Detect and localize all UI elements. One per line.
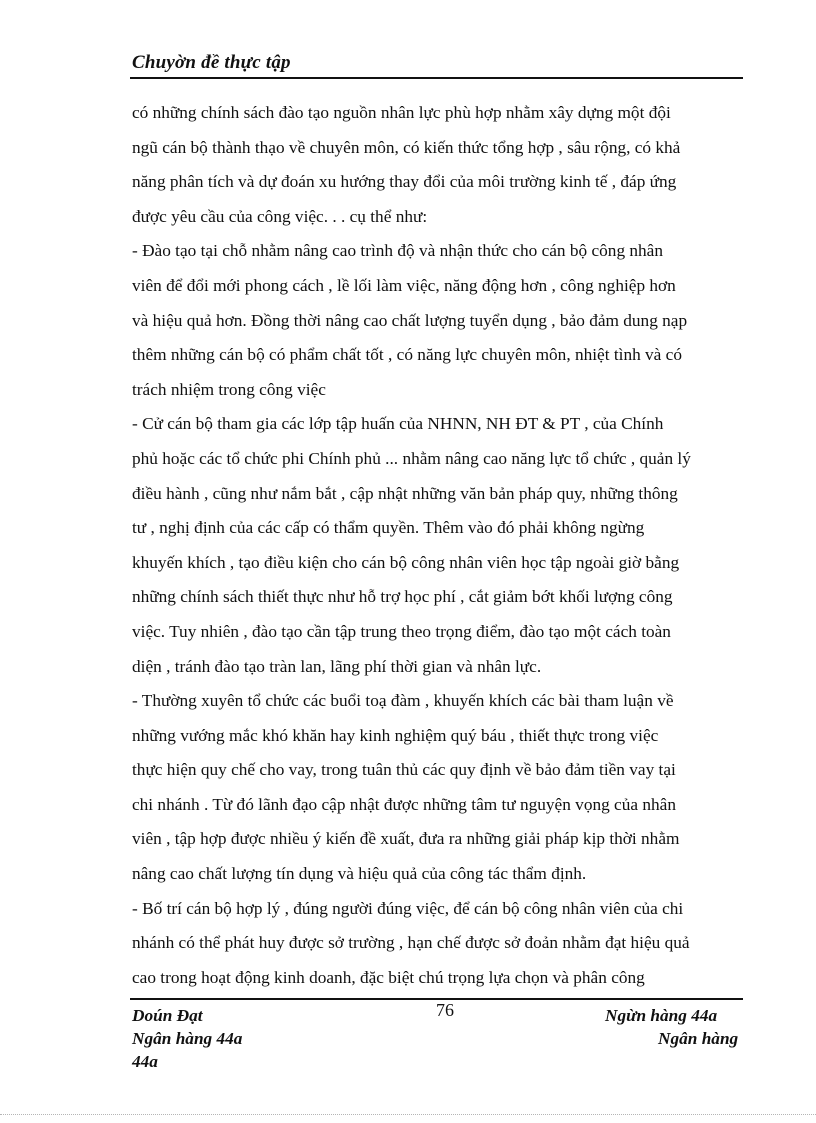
text-line: và hiệu quả hơn. Đồng thời nâng cao chất lượng tuyển dụng , bảo đảm dung nạp bbox=[132, 310, 688, 330]
text-line: tư , nghị định của các cấp có thẩm quyền. Thêm vào đó phải không ngừng bbox=[132, 518, 645, 538]
text-line: viên để đổi mới phong cách , lề lối làm việc, năng động hơn , công nghiệp hơn bbox=[132, 275, 676, 295]
footer-right-second: Ngân hàng bbox=[658, 1029, 739, 1048]
text-line: nhánh có thể phát huy được sở trường , hạn chế được sở đoản nhằm đạt hiệu quả bbox=[132, 933, 690, 953]
text-line: - Cử cán bộ tham gia các lớp tập huấn của NHNN, NH ĐT & PT , của Chính bbox=[132, 414, 664, 434]
text-line: ngũ cán bộ thành thạo về chuyên môn, có kiến thức tổng hợp , sâu rộng, có khả bbox=[132, 137, 681, 157]
text-line: - Bố trí cán bộ hợp lý , đúng người đúng việc, để cán bộ công nhân viên của chi bbox=[132, 898, 684, 918]
paragraph bbox=[132, 407, 740, 684]
text-line: điều hành , cũng như nắm bắt , cập nhật những văn bản pháp quy, những thông bbox=[132, 483, 678, 503]
footer-left-second: Ngân hàng 44a bbox=[132, 1029, 243, 1048]
paragraph bbox=[132, 96, 740, 234]
text-line: trách nhiệm trong công việc bbox=[132, 379, 326, 399]
text-line: viên , tập hợp được nhiều ý kiến đề xuất, đưa ra những giải pháp kịp thời nhằm bbox=[132, 829, 680, 849]
header-divider bbox=[130, 77, 743, 79]
text-line: phủ hoặc các tổ chức phi Chính phủ ... nhằm nâng cao năng lực tổ chức , quản lý bbox=[132, 448, 691, 468]
text-line: diện , tránh đào tạo tràn lan, lãng phí thời gian và nhân lực. bbox=[132, 656, 542, 676]
text-line: thực hiện quy chế cho vay, trong tuân thủ các quy định về bảo đảm tiền vay tại bbox=[132, 760, 676, 780]
paragraph bbox=[132, 234, 740, 407]
text-line: thêm những cán bộ có phẩm chất tốt , có năng lực chuyên môn, nhiệt tình và có bbox=[132, 345, 682, 365]
paragraph bbox=[132, 892, 740, 996]
paragraph bbox=[132, 684, 740, 892]
footer-right-top: Ngừn hàng 44a bbox=[605, 1006, 718, 1025]
text-line: năng phân tích và dự đoán xu hướng thay đổi của môi trường kinh tế , đáp ứng bbox=[132, 172, 677, 192]
document-body bbox=[132, 96, 740, 995]
footer-author: Doún Đạt bbox=[132, 1006, 203, 1025]
text-line: - Đào tạo tại chỗ nhằm nâng cao trình độ và nhận thức cho cán bộ công nhân bbox=[132, 241, 663, 261]
page-edge-dotted-line bbox=[0, 1114, 816, 1115]
text-line: chi nhánh . Từ đó lãnh đạo cập nhật được những tâm tư nguyện vọng của nhân bbox=[132, 794, 676, 814]
text-line: việc. Tuy nhiên , đào tạo cần tập trung theo trọng điểm, đào tạo một cách toàn bbox=[132, 621, 671, 641]
text-line: nâng cao chất lượng tín dụng và hiệu quả của công tác thẩm định. bbox=[132, 864, 587, 884]
footer-left-third: 44a bbox=[132, 1052, 158, 1071]
text-line: những chính sách thiết thực như hỗ trợ học phí , cắt giảm bớt khối lượng công bbox=[132, 587, 673, 607]
text-line: khuyến khích , tạo điều kiện cho cán bộ công nhân viên học tập ngoài giờ bằng bbox=[132, 552, 680, 572]
text-line: được yêu cầu của công việc. . . cụ thể như: bbox=[132, 206, 428, 226]
page-header-title: Chuyờn đề thực tập bbox=[132, 52, 291, 73]
page-number: 76 bbox=[436, 1000, 454, 1020]
text-line: cao trong hoạt động kinh doanh, đặc biệt chú trọng lựa chọn và phân công bbox=[132, 967, 645, 987]
text-line: - Thường xuyên tổ chức các buổi toạ đàm , khuyến khích các bài tham luận về bbox=[132, 691, 674, 711]
text-line: có những chính sách đào tạo nguồn nhân lực phù hợp nhằm xây dựng một đội bbox=[132, 103, 671, 122]
text-line: những vướng mắc khó khăn hay kinh nghiệm quý báu , thiết thực trong việc bbox=[132, 725, 659, 745]
